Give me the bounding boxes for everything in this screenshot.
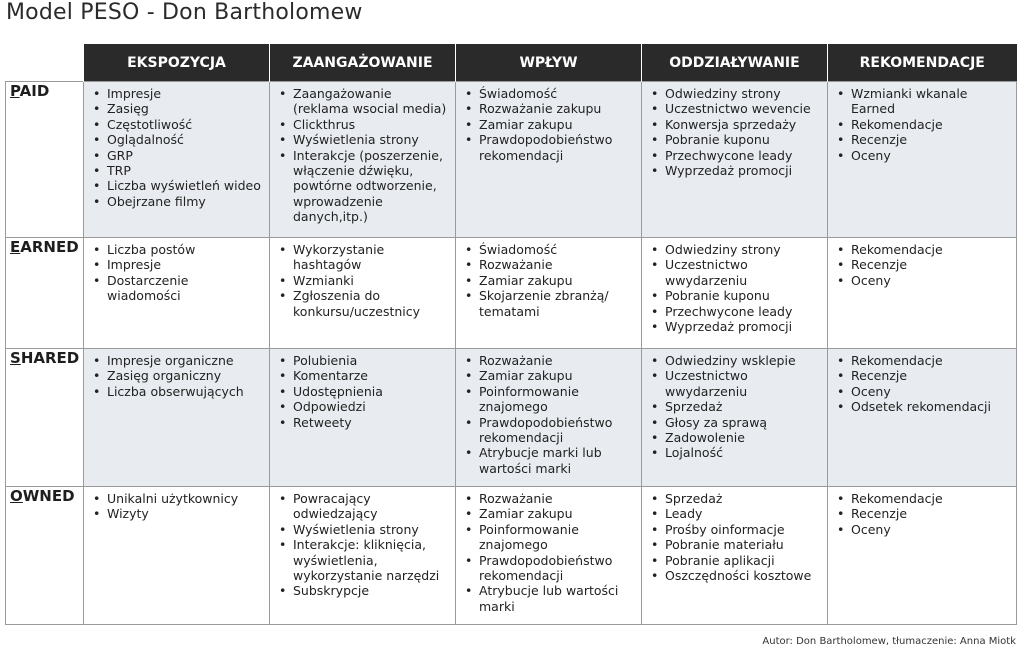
- metric-list: [834, 353, 1012, 415]
- list-item: • Zgłoszenia do konkursu/uczestnicy: [276, 288, 451, 319]
- column-header-zaangazowanie: ZAANGAŻOWANIE: [270, 44, 456, 82]
- list-item: • Przechwycone leady: [648, 148, 823, 163]
- table-row-earned: [6, 238, 1017, 349]
- metric-list: [648, 353, 823, 461]
- list-item: • Zamiar zakupu: [462, 368, 637, 383]
- list-item: • Oceny: [834, 522, 1012, 537]
- list-item: • Zamiar zakupu: [462, 506, 637, 521]
- row-header-rest: WNED: [22, 487, 75, 505]
- list-item: • Obejrzane filmy: [90, 194, 265, 209]
- list-item: • Odwiedziny strony: [648, 242, 823, 257]
- list-item: • Zasięg organiczny: [90, 368, 265, 383]
- list-item: • Recenzje: [834, 132, 1012, 147]
- row-header-initial: E: [10, 238, 21, 256]
- corner-cell: [6, 44, 84, 82]
- list-item: • Prawdopodobieństwo rekomendacji: [462, 553, 637, 584]
- list-item: • Oglądalność: [90, 132, 265, 147]
- list-item: • Wizyty: [90, 506, 265, 521]
- table-row-owned: [6, 487, 1017, 625]
- list-item: • Liczba obserwujących: [90, 384, 265, 399]
- list-item: • Atrybucje lub wartości marki: [462, 583, 637, 614]
- list-item: • Skojarzenie zbranżą/ tematami: [462, 288, 637, 319]
- list-item: • Clickthrus: [276, 117, 451, 132]
- list-item: • Pobranie materiału: [648, 537, 823, 552]
- list-item: • Impresje organiczne: [90, 353, 265, 368]
- cell-owned-zaangazowanie: [270, 487, 456, 625]
- list-item: • Zaangażowanie (reklama wsocial media): [276, 86, 451, 117]
- list-item: • GRP: [90, 148, 265, 163]
- cell-earned-ekspozycja: [84, 238, 270, 349]
- list-item: • Lojalność: [648, 445, 823, 460]
- page-title: Model PESO - Don Bartholomew: [6, 0, 363, 25]
- list-item: • Świadomość: [462, 86, 637, 101]
- list-item: • Zamiar zakupu: [462, 117, 637, 132]
- metric-list: [276, 242, 451, 319]
- metric-list: [462, 242, 637, 319]
- row-header-paid: [6, 82, 84, 238]
- peso-table: [5, 44, 1017, 625]
- row-header-rest: AID: [19, 82, 50, 100]
- list-item: • Polubienia: [276, 353, 451, 368]
- list-item: • Poinformowanie znajomego: [462, 384, 637, 415]
- list-item: • Rozważanie: [462, 257, 637, 272]
- list-item: • Dostarczenie wiadomości: [90, 273, 265, 304]
- metric-list: [462, 491, 637, 614]
- metric-list: [648, 491, 823, 583]
- list-item: • Oceny: [834, 148, 1012, 163]
- row-header-shared: [6, 349, 84, 487]
- metric-list: [276, 491, 451, 599]
- column-header-ekspozycja: EKSPOZYCJA: [84, 44, 270, 82]
- list-item: • Wzmianki wkanale Earned: [834, 86, 1012, 117]
- list-item: • Rekomendacje: [834, 353, 1012, 368]
- cell-owned-rekomendacje: [828, 487, 1017, 625]
- cell-shared-oddzialywanie: [642, 349, 828, 487]
- list-item: • Uczestnictwo wwydarzeniu: [648, 257, 823, 288]
- list-item: • Recenzje: [834, 257, 1012, 272]
- list-item: • Rozważanie: [462, 491, 637, 506]
- cell-shared-wplyw: [456, 349, 642, 487]
- metric-list: [462, 353, 637, 476]
- metric-list: [90, 353, 265, 399]
- metric-list: [90, 491, 265, 522]
- list-item: • Interakcje: kliknięcia, wyświetlenia, wykorzystanie narzędzi: [276, 537, 451, 583]
- list-item: • Głosy za sprawą: [648, 415, 823, 430]
- list-item: • Wzmianki: [276, 273, 451, 288]
- table-row-shared: [6, 349, 1017, 487]
- column-header-oddzialywanie: ODDZIAŁYWANIE: [642, 44, 828, 82]
- list-item: • Rekomendacje: [834, 242, 1012, 257]
- list-item: • Rekomendacje: [834, 117, 1012, 132]
- metric-list: [276, 86, 451, 225]
- list-item: • Recenzje: [834, 506, 1012, 521]
- list-item: • Zamiar zakupu: [462, 273, 637, 288]
- list-item: • Liczba wyświetleń wideo: [90, 178, 265, 193]
- list-item: • Prawdopodobieństwo rekomendacji: [462, 415, 637, 446]
- list-item: • Zasięg: [90, 101, 265, 116]
- list-item: • Udostępnienia: [276, 384, 451, 399]
- list-item: • Recenzje: [834, 368, 1012, 383]
- metric-list: [276, 353, 451, 430]
- row-header-initial: P: [10, 82, 20, 100]
- list-item: • Poinformowanie znajomego: [462, 522, 637, 553]
- list-item: • Komentarze: [276, 368, 451, 383]
- list-item: • Odpowiedzi: [276, 399, 451, 414]
- metric-list: [90, 86, 265, 209]
- list-item: • Prośby oinformacje: [648, 522, 823, 537]
- cell-earned-rekomendacje: [828, 238, 1017, 349]
- cell-owned-wplyw: [456, 487, 642, 625]
- list-item: • Pobranie kuponu: [648, 288, 823, 303]
- list-item: • Prawdopodobieństwo rekomendacji: [462, 132, 637, 163]
- metric-list: [648, 242, 823, 334]
- metric-list: [834, 242, 1012, 288]
- list-item: • Rekomendacje: [834, 491, 1012, 506]
- cell-paid-ekspozycja: [84, 82, 270, 238]
- list-item: • Częstotliwość: [90, 117, 265, 132]
- list-item: • Subskrypcje: [276, 583, 451, 598]
- author-credit: Autor: Don Bartholomew, tłumaczenie: Anna Miotk: [762, 636, 1016, 647]
- cell-earned-wplyw: [456, 238, 642, 349]
- metric-list: [90, 242, 265, 304]
- row-header-rest: ARNED: [20, 238, 79, 256]
- row-header-rest: HARED: [20, 349, 80, 367]
- cell-paid-oddzialywanie: [642, 82, 828, 238]
- cell-earned-zaangazowanie: [270, 238, 456, 349]
- row-header-earned: [6, 238, 84, 349]
- list-item: • Sprzedaż: [648, 491, 823, 506]
- metric-list: [648, 86, 823, 178]
- list-item: • Impresje: [90, 257, 265, 272]
- cell-paid-rekomendacje: [828, 82, 1017, 238]
- list-item: • Świadomość: [462, 242, 637, 257]
- metric-list: [834, 86, 1012, 163]
- row-header-owned: [6, 487, 84, 625]
- cell-owned-oddzialywanie: [642, 487, 828, 625]
- cell-shared-rekomendacje: [828, 349, 1017, 487]
- list-item: • Uczestnictwo wwydarzeniu: [648, 368, 823, 399]
- list-item: • Retweety: [276, 415, 451, 430]
- list-item: • Oceny: [834, 384, 1012, 399]
- cell-paid-wplyw: [456, 82, 642, 238]
- cell-earned-oddzialywanie: [642, 238, 828, 349]
- list-item: • Wyprzedaż promocji: [648, 163, 823, 178]
- list-item: • TRP: [90, 163, 265, 178]
- list-item: • Rozważanie zakupu: [462, 101, 637, 116]
- list-item: • Uczestnictwo wevencie: [648, 101, 823, 116]
- list-item: • Odwiedziny wsklepie: [648, 353, 823, 368]
- list-item: • Pobranie aplikacji: [648, 553, 823, 568]
- list-item: • Zadowolenie: [648, 430, 823, 445]
- list-item: • Rozważanie: [462, 353, 637, 368]
- cell-shared-zaangazowanie: [270, 349, 456, 487]
- row-header-initial: S: [10, 349, 21, 367]
- list-item: • Liczba postów: [90, 242, 265, 257]
- list-item: • Przechwycone leady: [648, 304, 823, 319]
- list-item: • Interakcje (poszerzenie, włączenie dźwięku, powtórne odtworzenie, wprowadzenie danych,itp.): [276, 148, 451, 225]
- column-header-rekomendacje: REKOMENDACJE: [828, 44, 1017, 82]
- list-item: • Powracający odwiedzający: [276, 491, 451, 522]
- list-item: • Wyprzedaż promocji: [648, 319, 823, 334]
- metric-list: [834, 491, 1012, 537]
- list-item: • Pobranie kuponu: [648, 132, 823, 147]
- metric-list: [462, 86, 637, 163]
- list-item: • Sprzedaż: [648, 399, 823, 414]
- list-item: • Odsetek rekomendacji: [834, 399, 1012, 414]
- list-item: • Odwiedziny strony: [648, 86, 823, 101]
- cell-owned-ekspozycja: [84, 487, 270, 625]
- list-item: • Oceny: [834, 273, 1012, 288]
- cell-paid-zaangazowanie: [270, 82, 456, 238]
- list-item: • Atrybucje marki lub wartości marki: [462, 445, 637, 476]
- list-item: • Impresje: [90, 86, 265, 101]
- cell-shared-ekspozycja: [84, 349, 270, 487]
- list-item: • Unikalni użytkownicy: [90, 491, 265, 506]
- table-row-paid: [6, 82, 1017, 238]
- list-item: • Leady: [648, 506, 823, 521]
- list-item: • Wyświetlenia strony: [276, 522, 451, 537]
- column-header-wplyw: WPŁYW: [456, 44, 642, 82]
- list-item: • Wyświetlenia strony: [276, 132, 451, 147]
- list-item: • Oszczędności kosztowe: [648, 568, 823, 583]
- header-row: [6, 44, 1017, 82]
- list-item: • Konwersja sprzedaży: [648, 117, 823, 132]
- list-item: • Wykorzystanie hashtagów: [276, 242, 451, 273]
- row-header-initial: O: [10, 487, 23, 505]
